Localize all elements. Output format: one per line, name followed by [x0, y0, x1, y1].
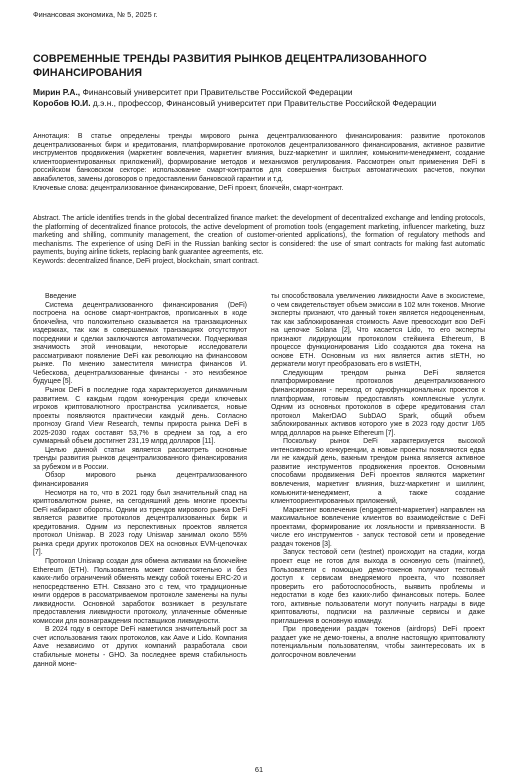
body-paragraph: Следующим трендом рынка DeFi является платформирование протоколов децентрализованного финансирования - переход от однофункциональных проектов к платформам, готовым предоставлять комплексные услуги. Одним из основных протоколов в сфере кредитования стал протокол MakerDAO SubDAO Spark, общий объем заблокированных активов которого уже в 2023 году достиг 1/65 млрд долларов на рынке Ethereum [7]. — [271, 369, 485, 437]
section-heading: Обзор мирового рынка децентрализованного финансирования — [33, 472, 247, 489]
section-heading: Введение — [45, 293, 77, 300]
body-paragraph: Поскольку рынок DeFi характеризуется высокой интенсивностью конкуренции, а новые проекты появляются едва ли не каждый день, важным трендом рынка является активное развитие инструментов продвижения проектов. Основными способами продвижения DeFi проектов являются маркетинг вовлечения, маркетинг влияния, buzz-маркетинг и шиллинг, комьюнити-менеджмент, а также создание клиентоориентированных приложений, — [271, 438, 485, 506]
journal-header: Финансовая экономика, № 5, 2025 г. — [33, 10, 158, 19]
body-paragraph: Целью данной статьи является рассмотреть основные тренды развития рынков децентрализованного финансирования за рубежом и в России. — [33, 446, 247, 471]
body-paragraph: ты способствовала увеличению ликвидности Aave в экосистеме, о чем свидетельствует объем эмиссии в 102 млн токенов. Многие эксперты признают, что данный токен является недооцененным, так как заблокированная стоимость Aave превосходит всю DeFi на цепочке Solana [2], Что касается Lido, то его эксперты признают лидирующим протоколом стейкинга Ethereum, В процессе функционирования Lido создаются два токена на основе ETH. Основным из них является актив stETH, но держатели могут преобразовать его в wstETH, — [271, 293, 485, 369]
abstract-russian — [33, 133, 485, 193]
abstract-text: Abstract. The article identifies trends in the global decentralized finance market: the development of decentralized exchange and lending protocols, the platforming of decentralized finance protocols, the active development of promotion tools (engagement marketing, influencer marketing, buzz marketing and shilling, community management, the creation of customer-oriented applications), the formation of regulatory methods and mechanisms. The experience of using DeFi in the Russian banking sector is considered: the use of smart contracts for making fast automatic payments, buying airline tickets, replacing bank guarantee agreements, etc. — [33, 215, 485, 257]
author-affiliation: д.э.н., профессор, Финансовый университет при Правительстве Российской Федерации — [90, 97, 437, 108]
author-entry — [33, 98, 485, 109]
author-name: Мирин Р.А., — [33, 87, 81, 97]
body-paragraph: Несмотря на то, что в 2021 году был значительный спад на криптовалютном рынке, на сегодняшний день многие проекты DeFi набирают обороты. Одним из трендов мирового рынка DeFi является развитие протоколов децентрализованных бирж и кредитования. Одним из перспективных проектов является протокол Uniswap. В 2023 году Uniswap занимал около 55% рынка среди других протоколов DEX на основных EVM-цепочках [7]. — [33, 489, 247, 557]
keywords: Ключевые слова: децентрализованное финансирование, DeFi проект, блокчейн, смарт-контракт. — [33, 184, 344, 192]
body-paragraph: Маркетинг вовлечения (engagement-маркетинг) направлен на максимальное вовлечение клиентов во взаимодействие с DeFi проектами, формирование их лояльности и привязанности. В числе его инструментов - запуск тестовой сети и проведение раздач токенов [3]. — [271, 506, 485, 548]
abstract-text: Аннотация: В статье определены тренды мирового рынка децентрализованного финансирования: развитие протоколов децентрализованных бирж и кредитования, платформирование протоколов децентрализованного финансирования, активное развитие инструментов продвижения (маркетинг вовлечения, маркетинг влияния, buzz-маркетинг и шиллинг, комьюнити-менеджмент, создание клиентоориентированных приложений), формирование методов и механизмов регулирования. Рассмотрен опыт применения DeFi в российском банковском секторе: использование смарт-контрактов для совершения быстрых автоматических расчетов, покупки авиабилетов, замены договоров о предоставлении банковской гарантии и т.д. — [33, 133, 485, 183]
abstract-english — [33, 215, 485, 267]
body-paragraph: Рынок DeFi в последние года характеризуется динамичным развитием. С каждым годом конкуренция среди ключевых игроков криптовалютного пространства усиливается, новые проекты появляются практически каждый день. Согласно прогнозу Grand View Research, темпы прироста рынка DeFi в 2025-2030 годах составят 53,7% в среднем за год, а его суммарный объем достигнет 231,19 млрд долларов [11]. — [33, 387, 247, 446]
author-entry — [33, 87, 485, 98]
body-paragraph: Система децентрализованного финансирования (DeFi) построена на основе смарт-контрактов, прописанных в коде блокчейна, что положительно сказывается на транзакционных издержках, так как в совершаемых транзакциях отсутствуют посредники и сделки заключаются автоматически. Подчеркивая значимость этой инновации, некоторые исследователи рассматривают появление DeFi как революцию на финансовом рынке. По мнению заместителя министра финансов И. Чебескова, децентрализованные финансы - это неизбежное будущее [5]. — [33, 301, 247, 386]
body-paragraph: В 2024 году в секторе DeFi наметился значительный рост за счет использования таких протоколов, как Aave и Lido. Компания Aave независимо от других компаний разработала свои стабильные монеты - GHO. За последнее время стабильность данной моне- — [33, 626, 247, 668]
body-paragraph: Запуск тестовой сети (testnet) происходит на стадии, когда проект еще не готов для выхода в основную сеть (mainnet), Пользователи с помощью демо-токенов получают тестовый доступ к сервисам внедряемого проекта, что позволяет проверить его работоспособность, выявить проблемы и недостатки в коде без каких-либо финансовых потерь. Более того, активные пользователи могут получить награды в виде криптовалюты, подписки на различные сервисы и даже приглашения в основную команду. — [271, 549, 485, 625]
body-paragraph: При проведении раздач токенов (airdrops) DeFi проект раздает уже не демо-токены, а вполне настоящую криптовалюту потенциальным пользователям, чтобы заинтересовать их в долгосрочном вовлечении — [271, 626, 485, 659]
article-page — [33, 0, 485, 783]
page-number: 61 — [254, 765, 264, 774]
author-name: Коробов Ю.И. — [33, 97, 91, 108]
author-affiliation: Финансовый университет при Правительстве Российской Федерации — [80, 87, 353, 97]
body-paragraph: Протокол Uniswap создан для обмена активами на блокчейне Ethereum (ETH). Пользователь может самостоятельно и без каких-либо ограничений обменять между собой токены ERC-20 и непосредственно ETH. Связано это с тем, что традиционные книги ордеров в рассматриваемом протоколе заменены на пулы ликвидности. Основной заработок возникает в результате предоставления ликвидности протоколу, уплаченные обменные комиссии для вознаграждения поставщиков ликвидности. — [33, 557, 247, 625]
authors-block — [33, 87, 485, 108]
article-title: СОВРЕМЕННЫЕ ТРЕНДЫ РАЗВИТИЯ РЫНКОВ ДЕЦЕНТРАЛИЗОВАННОГО ФИНАНСИРОВАНИЯ — [33, 53, 427, 79]
body-column-left — [33, 293, 247, 669]
body-column-right — [271, 293, 485, 661]
keywords: Keywords: decentralized finance, DeFi project, blockchain, smart contract. — [33, 257, 259, 265]
